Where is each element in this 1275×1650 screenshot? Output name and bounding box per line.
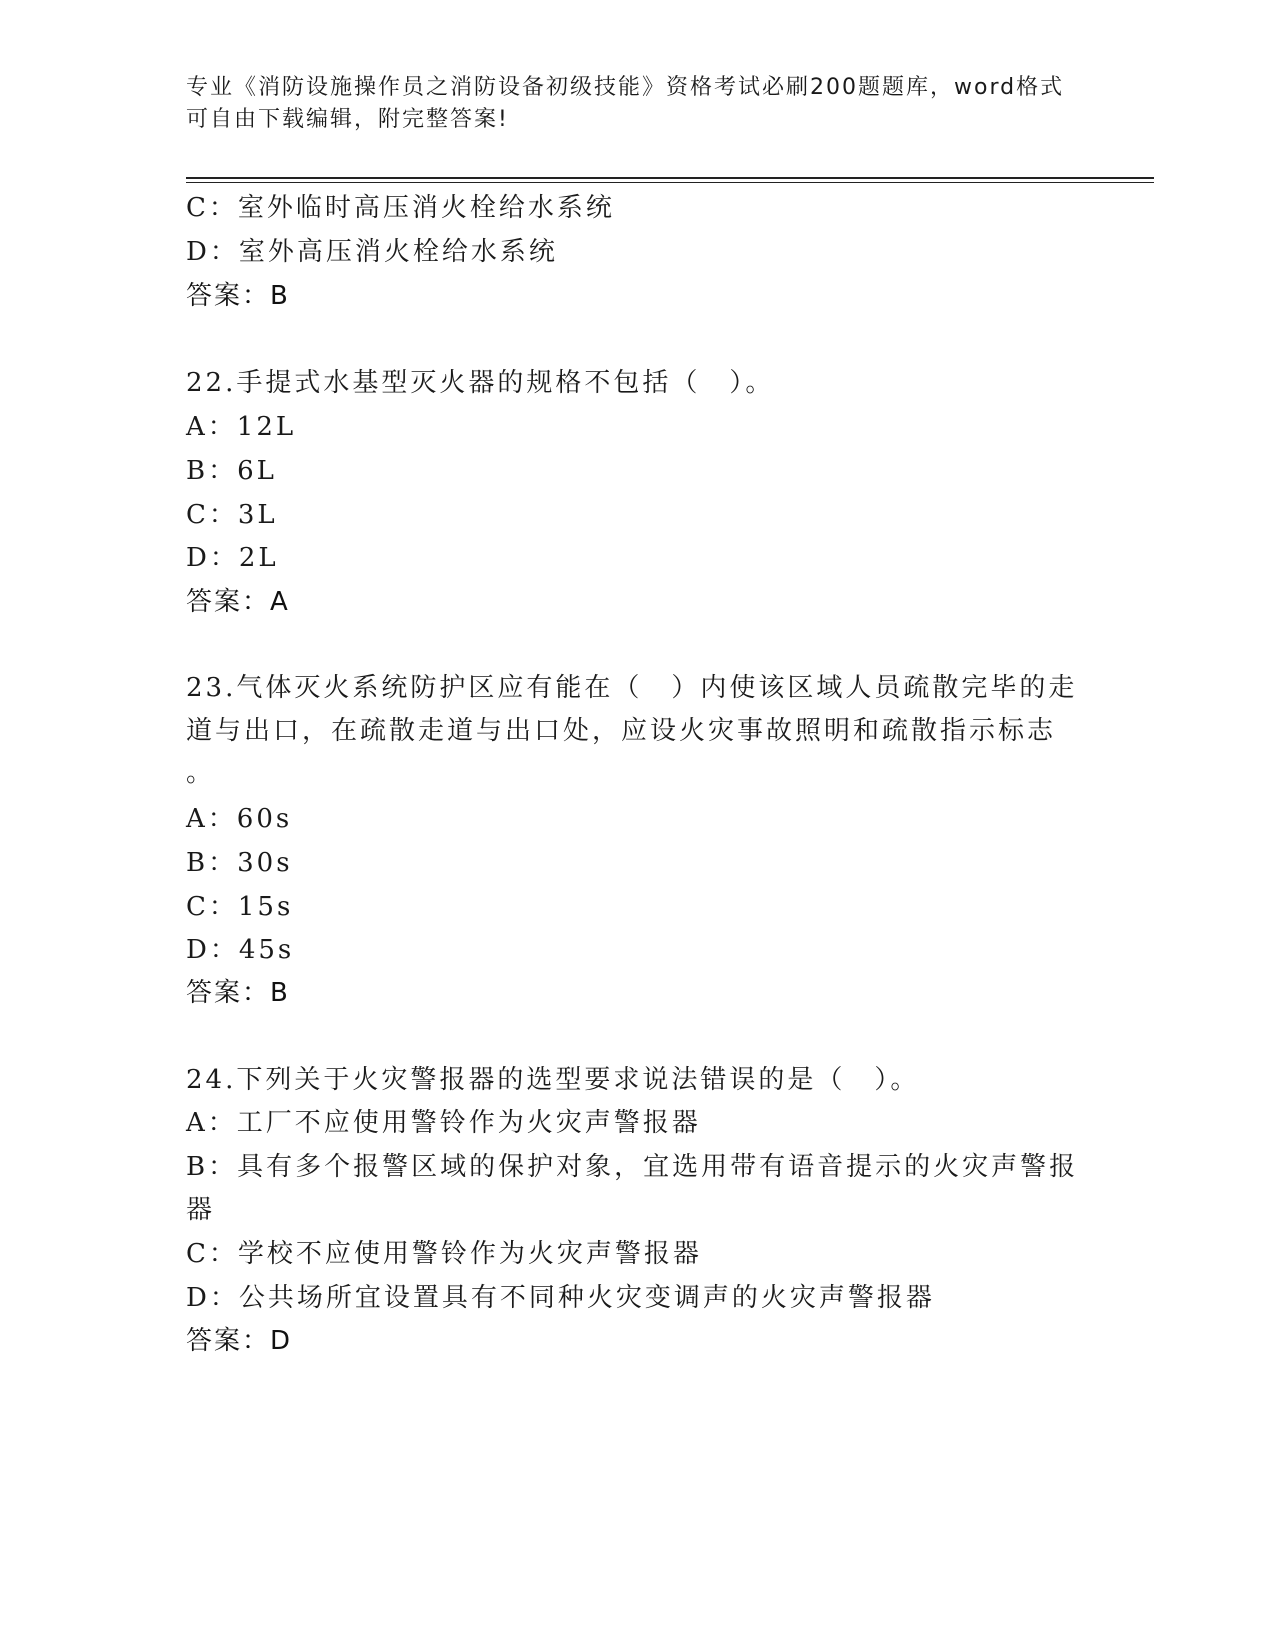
q22-option-c: C：3L [186,500,278,530]
q24-option-b-line-1: B：具有多个报警区域的保护对象，宜选用带有语音提示的火灾声警报 [186,1152,1079,1182]
q22-option-a: A：12L [186,412,297,442]
q24-option-c: C：学校不应使用警铃作为火灾声警报器 [186,1239,702,1269]
q24-option-a: A：工厂不应使用警铃作为火灾声警报器 [186,1108,701,1138]
q23-stem-line-3: 。 [186,758,216,788]
q23-stem-line-2: 道与出口，在疏散走道与出口处，应设火灾事故照明和疏散指示标志 [186,716,1057,746]
q24-option-b-line-2: 器 [186,1195,216,1225]
q24-option-d: D：公共场所宜设置具有不同种火灾变调声的火灾声警报器 [186,1283,935,1313]
q22-answer: 答案：A [186,587,290,617]
q22-option-b: B：6L [186,456,277,486]
q22-option-d: D：2L [186,543,279,573]
header-divider-thin [186,182,1154,183]
q22-stem: 22.手提式水基型灭火器的规格不包括（ ）。 [186,368,775,398]
q23-option-a: A：60s [186,804,293,834]
q23-option-c: C：15s [186,892,294,922]
q24-answer: 答案：D [186,1326,293,1356]
q24-stem: 24.下列关于火灾警报器的选型要求说法错误的是（ ）。 [186,1065,920,1095]
q23-option-d: D：45s [186,935,295,965]
q23-option-b: B：30s [186,848,293,878]
q23-answer: 答案：B [186,978,290,1008]
header-divider-thick [186,177,1154,179]
q21-answer: 答案：B [186,281,290,311]
q21-option-c: C：室外临时高压消火栓给水系统 [186,193,615,223]
q23-stem-line-1: 23.气体灭火系统防护区应有能在（ ）内使该区域人员疏散完毕的走 [186,673,1078,703]
q21-option-d: D：室外高压消火栓给水系统 [186,237,558,267]
page-header: 专业《消防设施操作员之消防设备初级技能》资格考试必刷200题题库，word格式可自由下载编辑，附完整答案! [186,75,1065,132]
